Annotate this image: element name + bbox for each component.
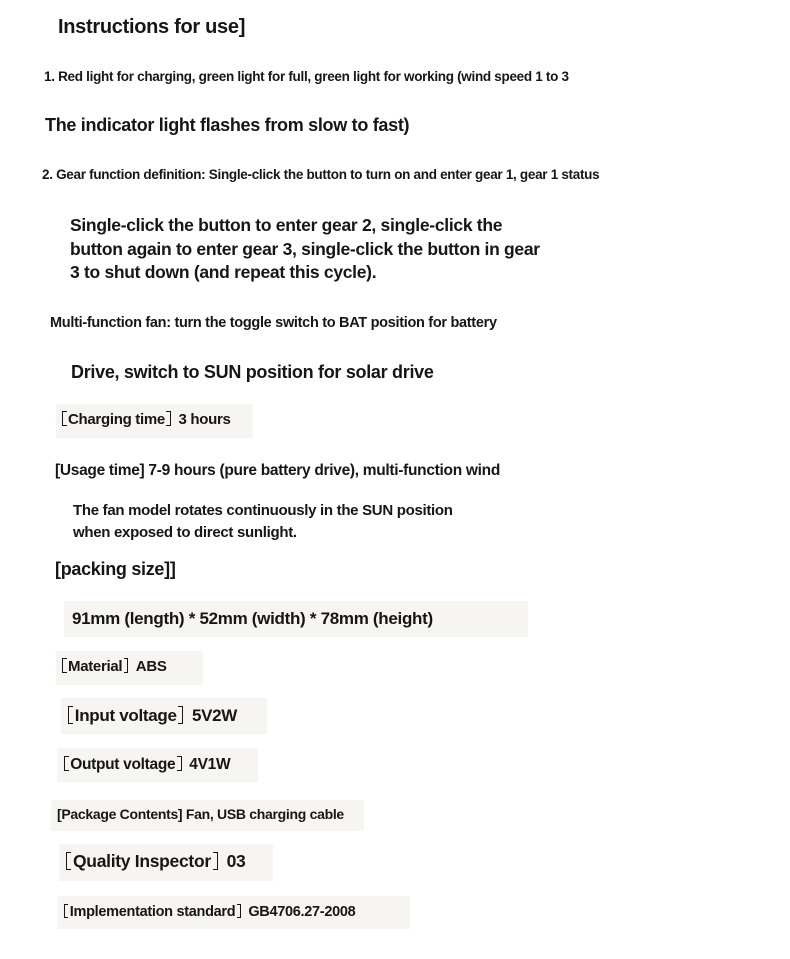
- instruction-drive: Drive, switch to SUN position for solar drive: [71, 362, 434, 382]
- spec-value: GB4706.27-2008: [248, 904, 356, 920]
- instruction-gear-definition: 2. Gear function definition: Single-click the button to turn on and enter gear 1, gear 1 status: [42, 167, 600, 182]
- lenticular-open-bracket: [64, 904, 68, 919]
- paragraph-line: 3 to shut down (and repeat this cycle).: [70, 262, 377, 282]
- lenticular-open-bracket: [62, 658, 67, 673]
- spec-input-voltage: [61, 698, 267, 734]
- spec-output-voltage: [57, 748, 258, 782]
- paragraph-line: Single-click the button to enter gear 2, single-click the: [70, 215, 503, 235]
- spec-label: Quality Inspector: [73, 851, 211, 871]
- spec-quality-inspector: [59, 844, 273, 881]
- instruction-multifunction: Multi-function fan: turn the toggle switch to BAT position for battery: [50, 315, 497, 331]
- packing-size-heading: [packing size]]: [55, 559, 176, 579]
- spec-value: ABS: [135, 658, 167, 675]
- spec-label: Input voltage: [74, 706, 177, 725]
- spec-value: 5V2W: [191, 706, 238, 725]
- spec-value: 4V1W: [189, 756, 231, 773]
- lenticular-open-bracket: [62, 411, 67, 426]
- lenticular-close-bracket: [124, 658, 129, 673]
- fan-model-paragraph: [73, 500, 453, 543]
- paragraph-line: The fan model rotates continuously in the SUN position: [73, 502, 453, 519]
- dimensions-line: 91mm (length) * 52mm (width) * 78mm (height): [64, 601, 528, 637]
- lenticular-open-bracket: [64, 756, 69, 772]
- spec-value: 03: [226, 851, 246, 871]
- lenticular-close-bracket: [237, 904, 241, 919]
- lenticular-close-bracket: [213, 852, 218, 870]
- spec-label: Output voltage: [70, 756, 176, 773]
- instruction-charging-led: 1. Red light for charging, green light for full, green light for working (wind speed 1 to 3: [44, 69, 569, 84]
- spec-label: Material: [68, 658, 123, 675]
- paragraph-line: when exposed to direct sunlight.: [73, 523, 297, 541]
- lenticular-close-bracket: [177, 756, 182, 772]
- instruction-usage-time: [Usage time] 7-9 hours (pure battery drive), multi-function wind: [55, 462, 500, 479]
- spec-value: 3 hours: [178, 411, 231, 428]
- spec-material: [56, 651, 203, 685]
- gear-cycle-paragraph: [70, 214, 540, 285]
- spec-charging-time: [56, 404, 253, 438]
- instruction-indicator: The indicator light flashes from slow to fast): [45, 115, 410, 135]
- spec-implementation-standard: [57, 896, 410, 929]
- lenticular-close-bracket: [166, 411, 171, 426]
- package-contents-line: [Package Contents] Fan, USB charging cable: [51, 800, 364, 831]
- lenticular-close-bracket: [178, 706, 183, 723]
- page-title: Instructions for use]: [58, 16, 246, 38]
- lenticular-open-bracket: [66, 852, 71, 870]
- paragraph-line: button again to enter gear 3, single-click the button in gear: [70, 238, 540, 259]
- lenticular-open-bracket: [68, 706, 73, 723]
- spec-label: Implementation standard: [69, 904, 236, 920]
- spec-label: Charging time: [68, 411, 165, 428]
